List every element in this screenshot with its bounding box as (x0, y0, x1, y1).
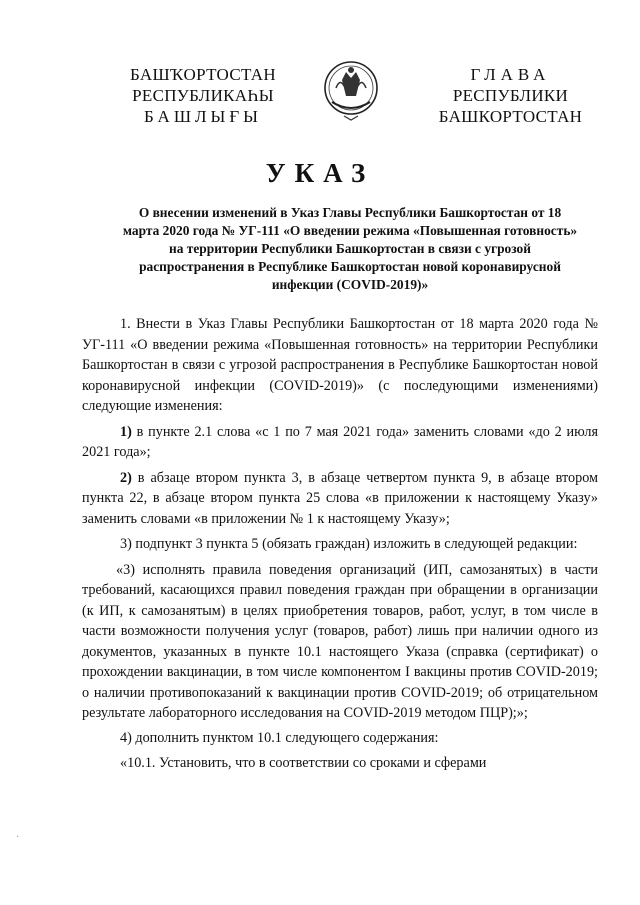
paragraph-4: 3) подпункт 3 пункта 5 (обязать граждан) изложить в следующей редакции: (120, 536, 578, 552)
item-text: в пункте 2.1 слова «с 1 по 7 мая 2021 года» заменить словами «до 2 июля 2021 года»; (82, 423, 598, 460)
paragraph-7: «10.1. Установить, что в соответствии со сроками и сферами (120, 755, 487, 771)
item-number: 1) (120, 423, 132, 440)
coat-of-arms-icon (322, 58, 380, 122)
margin-mark: · (16, 832, 20, 843)
decree-subject: О внесении изменений в Указ Главы Республики Башкортостан от 18 марта 2020 года № УГ-111 «О введении режима «Повышенная готовность» на территории Республики Башкортостан в связи с угрозой распространения в Республике Башкортостан новой коронавирусной инфекции (COVID-2019)» (122, 205, 578, 292)
paragraph-1: 1. Внести в Указ Главы Республики Башкортостан от 18 марта 2020 года № УГ-111 «О введении режима «Повышенная готовность» на территории Республики Башкортостан в связи с угрозой распространения в Республике Башкортостан новой коронавирусной инфекции (COVID-2019)» (с последующими изменениями) следующие изменения: (82, 316, 598, 414)
header-russian (418, 64, 603, 127)
paragraph-2 (82, 422, 598, 463)
header-bashkir (108, 64, 298, 127)
paragraph-3 (82, 468, 598, 530)
item-number: 2) (120, 469, 132, 486)
header-left-line-1: БАШҠОРТОСТАН (130, 65, 276, 84)
header-left-line-3: БАШЛЫҒЫ (144, 107, 262, 126)
paragraph-6: 4) дополнить пунктом 10.1 следующего содержания: (120, 729, 439, 746)
paragraph-5: «3) исполнять правила поведения организаций (ИП, самозанятых) в части требований, касающихся правил поведения граждан при обращении в организации (к ИП, к самозанятым) в целях приобретения товаров, работ, услуг, в том числе в части возможности получения услуг (товаров, работ) лишь при наличии одного из документов, указанных в пункте 10.1 настоящего Указа (справка (сертификат) о прохождении вакцинации, в том числе компонентом I вакцины против COVID-2019; о наличии противопоказаний к вакцинации против COVID-2019; об отрицательном результате лабораторного исследования на COVID-2019 методом ПЦР);»; (82, 561, 598, 721)
header-right-line-1: ГЛАВА (470, 65, 551, 84)
decree-body (82, 314, 598, 779)
header-left-line-2: РЕСПУБЛИКАҺЫ (132, 86, 274, 105)
header-right-line-2: РЕСПУБЛИКИ (452, 86, 569, 105)
header-right-line-3: БАШКОРТОСТАН (438, 107, 583, 126)
item-text: в абзаце втором пункта 3, в абзаце четвертом пункта 9, в абзаце втором пункта 22, в абзаце втором пункта 25 слова «в приложении к настоящему Указу» заменить словами «в приложении № 1 к настоящему Указу»; (82, 469, 598, 527)
document-title: УКАЗ (265, 158, 375, 188)
